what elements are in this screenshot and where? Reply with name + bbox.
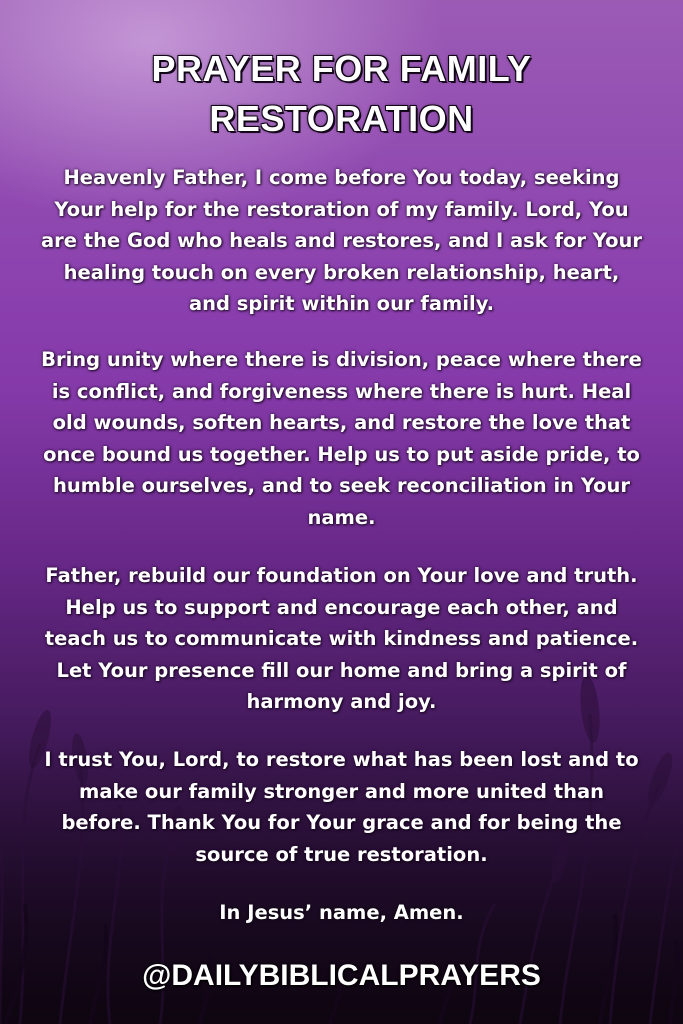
prayer-paragraph-4: I trust You, Lord, to restore what has been lost and to make our family stronger and more united than before. Thank You for Your grace and for being the source of true restoration. <box>44 748 639 866</box>
page-title <box>0 44 683 144</box>
prayer-closing: In Jesus’ name, Amen. <box>219 901 464 924</box>
prayer-paragraph-2: Bring unity where there is division, peace where there is conflict, and forgiveness where there is hurt. Heal old wounds, soften hearts, and restore the love that once bound us together. Help us to put aside pride, to humble ourselves, and to seek reconciliation in Your name. <box>41 348 642 529</box>
title-line-1: PRAYER FOR FAMILY <box>151 48 532 89</box>
title-line-2: RESTORATION <box>209 98 474 139</box>
prayer-paragraph-1: Heavenly Father, I come before You today, seeking Your help for the restoration of my family. Lord, You are the God who heals and restores, and I ask for Your healing touch on every broken relationship, heart, and spirit within our family. <box>40 166 643 315</box>
social-handle: @DAILYBIBLICALPRAYERS <box>142 959 541 992</box>
prayer-paragraph-3: Father, rebuild our foundation on Your love and truth. Help us to support and encourage each other, and teach us to communicate with kindness and patience. Let Your presence fill our home and bring a spirit of harmony and joy. <box>44 564 639 713</box>
